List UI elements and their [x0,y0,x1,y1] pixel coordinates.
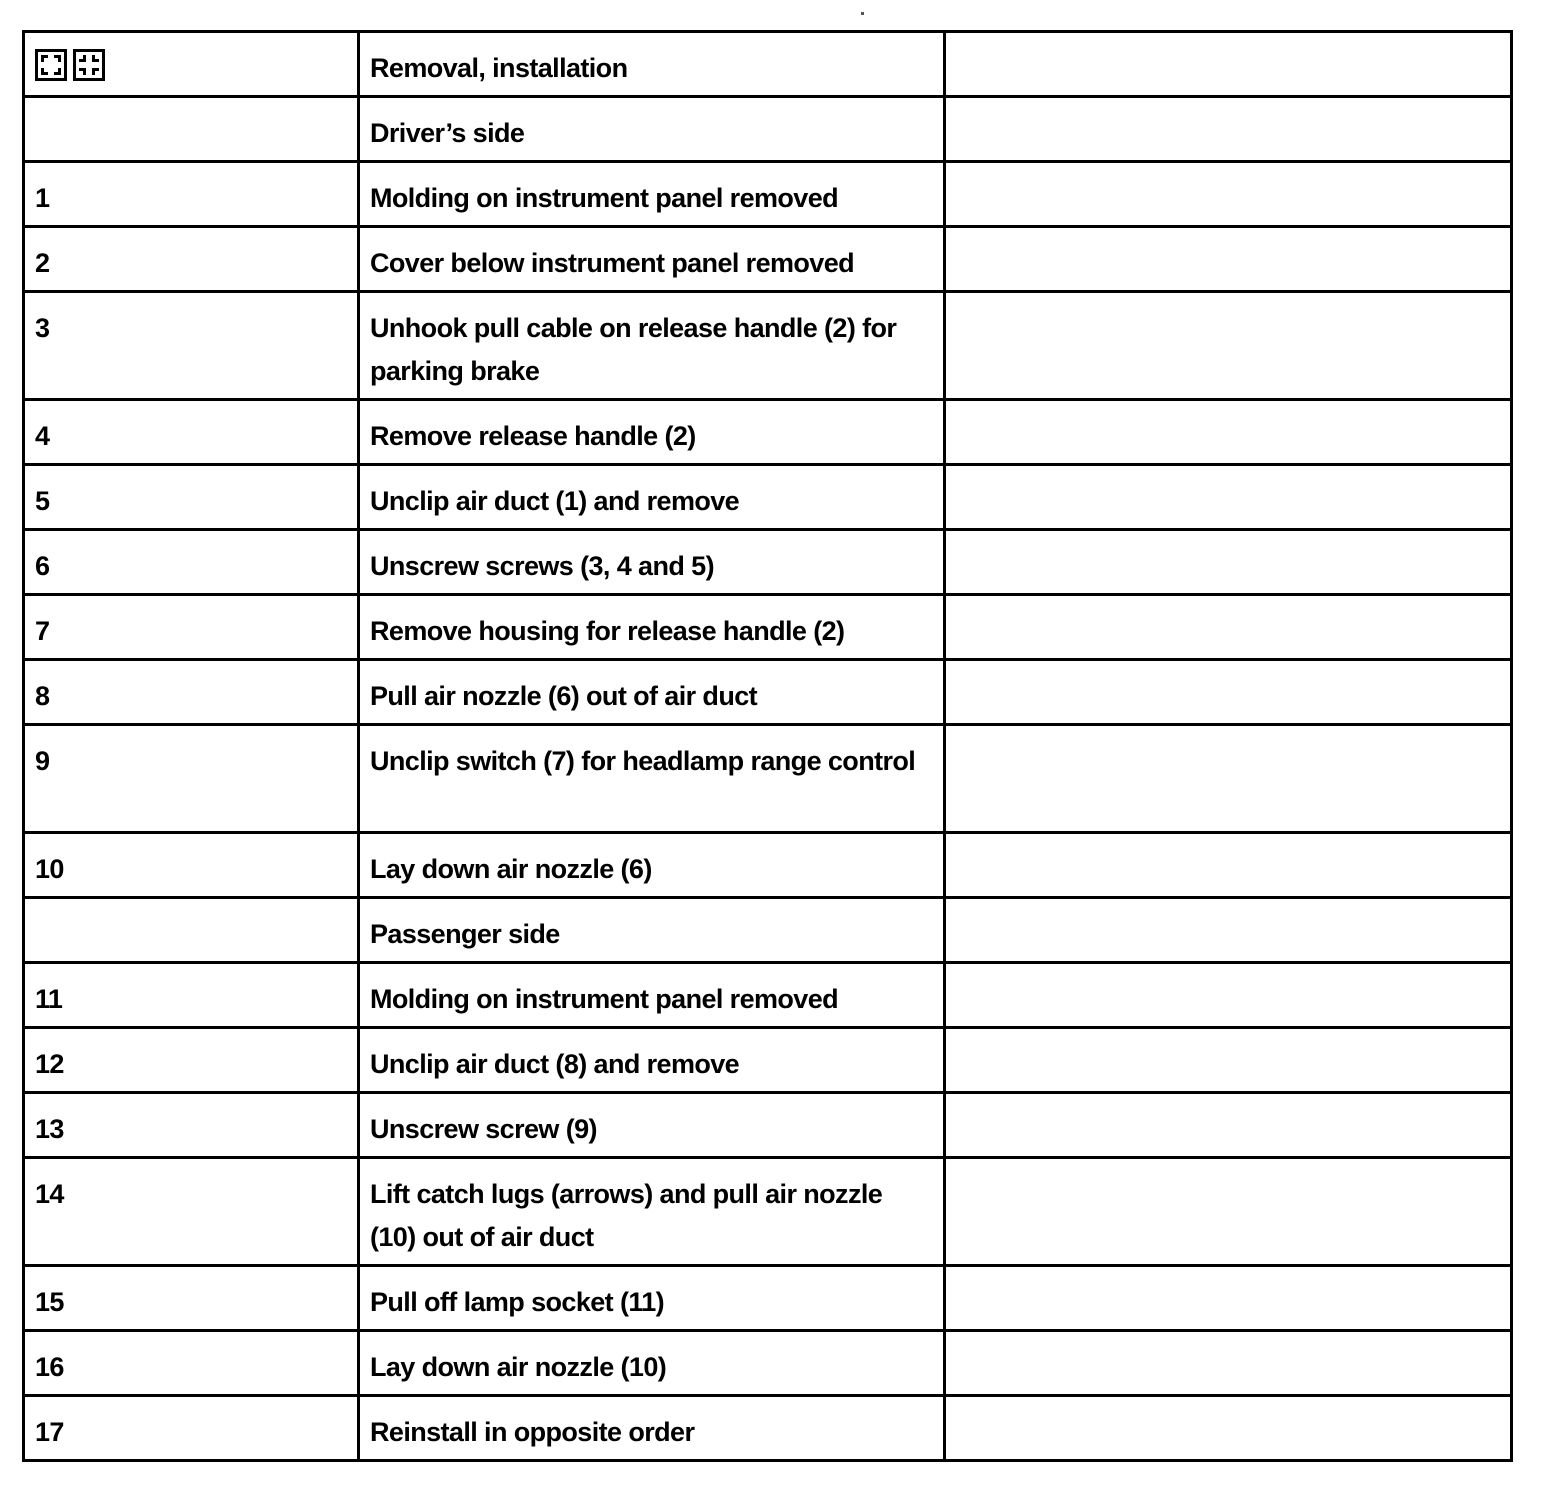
step-number: 1 [24,162,359,227]
empty-cell [945,963,1512,1028]
empty-cell [945,1093,1512,1158]
table-row [24,1396,1512,1461]
table-row [24,227,1512,292]
table-row [24,1331,1512,1396]
empty-cell [945,1028,1512,1093]
procedure-table [22,30,1513,1462]
empty-cell [945,660,1512,725]
empty-cell [945,400,1512,465]
section-heading: Passenger side [359,898,945,963]
empty-cell [945,97,1512,162]
step-number: 9 [24,725,359,833]
table-row [24,400,1512,465]
table-row [24,660,1512,725]
table-row [24,1028,1512,1093]
table-title: Removal, installation [359,32,945,97]
empty-cell [945,530,1512,595]
step-text: Pull air nozzle (6) out of air duct [359,660,945,725]
step-text: Lay down air nozzle (10) [359,1331,945,1396]
section-heading: Driver’s side [359,97,945,162]
table-row [24,292,1512,400]
empty-cell [945,32,1512,97]
table-row [24,833,1512,898]
step-number: 12 [24,1028,359,1093]
empty-cell [945,292,1512,400]
empty-cell [945,1331,1512,1396]
empty-cell [945,833,1512,898]
empty-cell [945,595,1512,660]
step-text: Molding on instrument panel removed [359,162,945,227]
step-text: Unclip switch (7) for headlamp range control [359,725,945,833]
step-text: Pull off lamp socket (11) [359,1266,945,1331]
step-number: 13 [24,1093,359,1158]
table-row [24,1266,1512,1331]
step-text: Unscrew screw (9) [359,1093,945,1158]
step-text: Remove housing for release handle (2) [359,595,945,660]
section-row-passenger-side [24,898,1512,963]
step-text: Unhook pull cable on release handle (2) for parking brake [359,292,945,400]
table-row [24,595,1512,660]
empty-cell [945,898,1512,963]
step-number [24,97,359,162]
table-row [24,530,1512,595]
step-number: 4 [24,400,359,465]
header-row [24,32,1512,97]
step-number: 6 [24,530,359,595]
empty-cell [945,227,1512,292]
step-number: 3 [24,292,359,400]
step-number: 8 [24,660,359,725]
step-text: Cover below instrument panel removed [359,227,945,292]
table-row [24,1093,1512,1158]
step-text: Unclip air duct (8) and remove [359,1028,945,1093]
empty-cell [945,162,1512,227]
empty-cell [945,1158,1512,1266]
step-number: 2 [24,227,359,292]
icon-cell [24,32,359,97]
empty-cell [945,465,1512,530]
step-text: Unscrew screws (3, 4 and 5) [359,530,945,595]
step-text: Remove release handle (2) [359,400,945,465]
step-number: 11 [24,963,359,1028]
table-row [24,725,1512,833]
step-text: Unclip air duct (1) and remove [359,465,945,530]
step-number: 14 [24,1158,359,1266]
empty-cell [945,1396,1512,1461]
empty-cell [945,725,1512,833]
table-row [24,162,1512,227]
step-text: Reinstall in opposite order [359,1396,945,1461]
remove-icon [35,49,67,81]
section-row-drivers-side [24,97,1512,162]
step-number: 10 [24,833,359,898]
table-row [24,963,1512,1028]
step-text: Lift catch lugs (arrows) and pull air nozzle (10) out of air duct [359,1158,945,1266]
table-row [24,1158,1512,1266]
step-text: Molding on instrument panel removed [359,963,945,1028]
step-number: 17 [24,1396,359,1461]
step-number: 16 [24,1331,359,1396]
scan-speck [861,12,864,15]
step-text: Lay down air nozzle (6) [359,833,945,898]
empty-cell [945,1266,1512,1331]
table-row [24,465,1512,530]
step-number: 5 [24,465,359,530]
step-number [24,898,359,963]
install-icon [73,49,105,81]
step-number: 15 [24,1266,359,1331]
step-number: 7 [24,595,359,660]
